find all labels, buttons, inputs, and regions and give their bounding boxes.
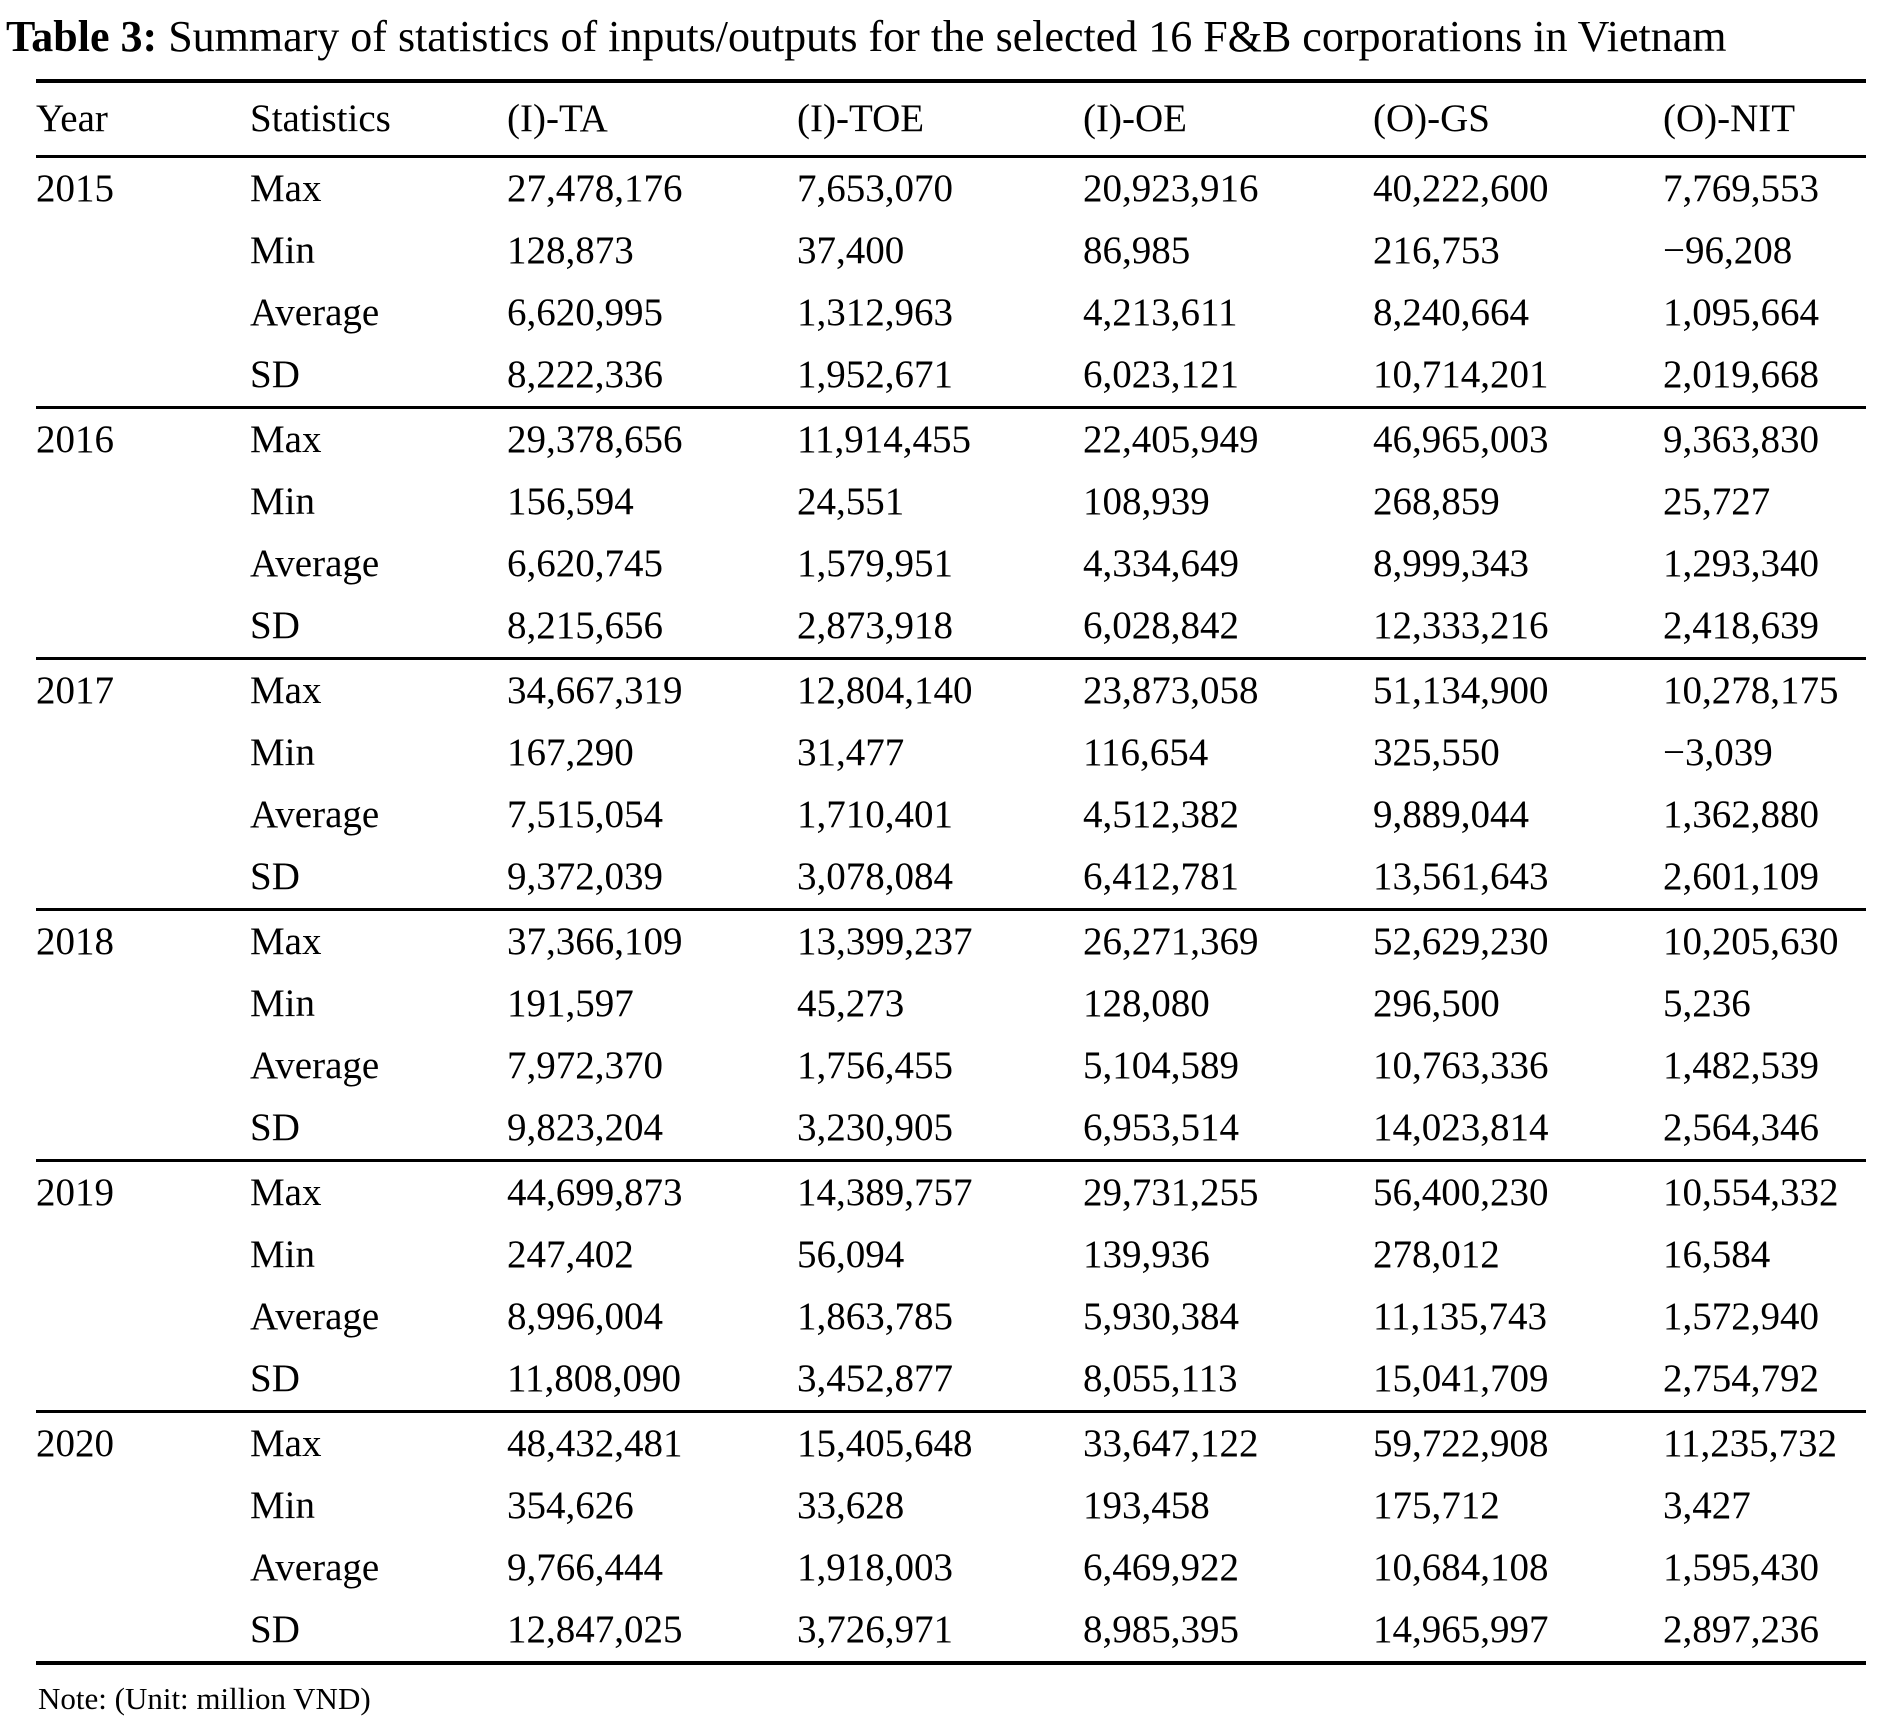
column-header-o-gs: (O)-GS	[1373, 81, 1663, 157]
table-note: Note: (Unit: million VND)	[38, 1680, 371, 1716]
value-cell: 2,564,346	[1663, 1106, 1819, 1150]
value-cell: 44,699,873	[507, 1160, 797, 1224]
value-cell: 48,432,481	[507, 1411, 797, 1475]
year-cell	[36, 1286, 250, 1348]
value-cell: 8,240,664	[1373, 291, 1529, 335]
value-cell: 26,271,369	[1083, 909, 1373, 973]
value-cell: 33,647,122	[1083, 1411, 1373, 1475]
value-cell: 37,400	[797, 229, 905, 273]
value-cell: 51,134,900	[1373, 658, 1663, 722]
statistic-label-cell: Max	[250, 1160, 507, 1224]
value-cell: 14,965,997	[1373, 1608, 1549, 1652]
value-cell: 14,389,757	[797, 1160, 1083, 1224]
value-cell: 2,601,109	[1663, 855, 1819, 899]
table-row-2020-sd	[36, 1599, 1866, 1663]
table-header-row	[36, 81, 1866, 157]
value-cell: 4,334,649	[1083, 542, 1239, 586]
value-cell: 1,710,401	[797, 793, 953, 837]
year-cell: 2017	[36, 658, 250, 722]
value-cell: 1,918,003	[797, 1546, 953, 1590]
value-cell: 6,953,514	[1083, 1106, 1239, 1150]
table-header	[36, 81, 1866, 157]
value-cell: 1,095,664	[1663, 291, 1819, 335]
value-cell: 24,551	[797, 480, 905, 524]
value-cell: 8,999,343	[1373, 542, 1529, 586]
value-cell: −3,039	[1663, 731, 1773, 775]
year-cell	[36, 1224, 250, 1286]
year-cell	[36, 973, 250, 1035]
statistic-label-cell: Min	[250, 229, 316, 273]
table-row-2016-min	[36, 471, 1866, 533]
value-cell: 3,078,084	[797, 855, 953, 899]
table-row-2019-min	[36, 1224, 1866, 1286]
value-cell: 12,333,216	[1373, 604, 1549, 648]
value-cell: 7,972,370	[507, 1044, 663, 1088]
table-row-2017-max	[36, 658, 1866, 722]
value-cell: 10,205,630	[1663, 909, 1866, 973]
year-cell	[36, 220, 250, 282]
value-cell: 2,873,918	[797, 604, 953, 648]
table-row-2017-min	[36, 722, 1866, 784]
year-cell	[36, 533, 250, 595]
value-cell: 10,714,201	[1373, 353, 1549, 397]
value-cell: 13,561,643	[1373, 855, 1549, 899]
value-cell: 1,312,963	[797, 291, 953, 335]
statistic-label-cell: Max	[250, 167, 322, 211]
statistic-label-cell: Average	[250, 793, 380, 837]
value-cell: 108,939	[1083, 480, 1210, 524]
value-cell: 4,213,611	[1083, 291, 1238, 335]
column-header-i-oe: (I)-OE	[1083, 81, 1373, 157]
statistic-label-cell: Average	[250, 1295, 380, 1339]
value-cell: 7,769,553	[1663, 167, 1819, 211]
value-cell: 6,412,781	[1083, 855, 1239, 899]
value-cell: 10,763,336	[1373, 1044, 1549, 1088]
value-cell: 5,236	[1663, 982, 1751, 1026]
table-row-2016-average	[36, 533, 1866, 595]
value-cell: 15,041,709	[1373, 1357, 1549, 1401]
value-cell: 11,135,743	[1373, 1295, 1548, 1339]
value-cell: 8,215,656	[507, 604, 663, 648]
statistic-label-cell: SD	[250, 1357, 300, 1401]
value-cell: 4,512,382	[1083, 793, 1239, 837]
table-row-2015-sd	[36, 344, 1866, 408]
value-cell: 10,554,332	[1663, 1160, 1866, 1224]
value-cell: 11,808,090	[507, 1357, 682, 1401]
value-cell: 22,405,949	[1083, 407, 1373, 471]
value-cell: 9,823,204	[507, 1106, 663, 1150]
year-cell	[36, 722, 250, 784]
table-row-2019-average	[36, 1286, 1866, 1348]
value-cell: 6,469,922	[1083, 1546, 1239, 1590]
table-row-2018-average	[36, 1035, 1866, 1097]
table-body	[36, 156, 1866, 1663]
year-cell: 2018	[36, 909, 250, 973]
year-cell	[36, 1537, 250, 1599]
value-cell: 268,859	[1373, 480, 1500, 524]
value-cell: 29,378,656	[507, 407, 797, 471]
column-header-i-ta: (I)-TA	[507, 81, 797, 157]
value-cell: 3,452,877	[797, 1357, 953, 1401]
value-cell: 15,405,648	[797, 1411, 1083, 1475]
table-row-2018-min	[36, 973, 1866, 1035]
value-cell: 3,230,905	[797, 1106, 953, 1150]
value-cell: 20,923,916	[1083, 167, 1259, 211]
year-cell: 2015	[36, 167, 114, 211]
value-cell: 6,028,842	[1083, 604, 1239, 648]
value-cell: 86,985	[1083, 229, 1191, 273]
value-cell: 56,400,230	[1373, 1160, 1663, 1224]
value-cell: 3,726,971	[797, 1608, 953, 1652]
statistic-label-cell: Average	[250, 291, 380, 335]
value-cell: 45,273	[797, 982, 905, 1026]
value-cell: 116,654	[1083, 731, 1209, 775]
value-cell: 1,293,340	[1663, 542, 1819, 586]
value-cell: 16,584	[1663, 1233, 1771, 1277]
value-cell: 2,897,236	[1663, 1608, 1819, 1652]
year-cell: 2016	[36, 407, 250, 471]
statistic-label-cell: Max	[250, 658, 507, 722]
value-cell: 5,930,384	[1083, 1295, 1239, 1339]
table-row-2018-sd	[36, 1097, 1866, 1161]
value-cell: 1,482,539	[1663, 1044, 1819, 1088]
statistic-label-cell: Average	[250, 1044, 380, 1088]
statistic-label-cell: Max	[250, 909, 507, 973]
statistic-label-cell: Max	[250, 407, 507, 471]
value-cell: 191,597	[507, 982, 634, 1026]
table-caption-label: Table 3:	[6, 12, 158, 61]
year-cell	[36, 1475, 250, 1537]
statistics-table	[36, 79, 1866, 1665]
value-cell: 31,477	[797, 731, 905, 775]
value-cell: 5,104,589	[1083, 1044, 1239, 1088]
year-cell	[36, 1035, 250, 1097]
value-cell: 25,727	[1663, 480, 1771, 524]
value-cell: 23,873,058	[1083, 658, 1373, 722]
value-cell: 1,572,940	[1663, 1295, 1819, 1339]
value-cell: 8,996,004	[507, 1295, 663, 1339]
value-cell: 7,653,070	[797, 167, 953, 211]
value-cell: 354,626	[507, 1484, 634, 1528]
value-cell: 128,873	[507, 229, 634, 273]
value-cell: 1,595,430	[1663, 1546, 1819, 1590]
table-row-2017-sd	[36, 846, 1866, 910]
value-cell: 2,019,668	[1663, 353, 1819, 397]
table-row-2018-max	[36, 909, 1866, 973]
table-row-2020-max	[36, 1411, 1866, 1475]
statistic-label-cell: Min	[250, 731, 316, 775]
table-row-2019-sd	[36, 1348, 1866, 1412]
value-cell: 6,620,745	[507, 542, 663, 586]
statistic-label-cell: SD	[250, 353, 300, 397]
column-header-o-nit: (O)-NIT	[1663, 81, 1866, 157]
year-cell	[36, 1348, 250, 1412]
value-cell: 12,847,025	[507, 1608, 683, 1652]
table-caption-text: Summary of statistics of inputs/outputs for the selected 16 F&B corporations in Vietnam	[168, 12, 1727, 61]
column-header-i-toe: (I)-TOE	[797, 81, 1083, 157]
value-cell: 3,427	[1663, 1484, 1751, 1528]
value-cell: 59,722,908	[1373, 1411, 1663, 1475]
value-cell: 12,804,140	[797, 658, 1083, 722]
value-cell: 1,579,951	[797, 542, 953, 586]
statistic-label-cell: Average	[250, 1546, 380, 1590]
value-cell: 296,500	[1373, 982, 1500, 1026]
value-cell: 27,478,176	[507, 167, 683, 211]
statistic-label-cell: Min	[250, 480, 316, 524]
value-cell: 175,712	[1373, 1484, 1500, 1528]
value-cell: 9,889,044	[1373, 793, 1529, 837]
value-cell: 167,290	[507, 731, 634, 775]
value-cell: 2,754,792	[1663, 1357, 1819, 1401]
statistic-label-cell: Min	[250, 1233, 316, 1277]
year-cell	[36, 595, 250, 659]
value-cell: 52,629,230	[1373, 909, 1663, 973]
value-cell: 34,667,319	[507, 658, 797, 722]
value-cell: 29,731,255	[1083, 1160, 1373, 1224]
value-cell: 40,222,600	[1373, 167, 1549, 211]
value-cell: 1,863,785	[797, 1295, 953, 1339]
statistic-label-cell: Min	[250, 982, 316, 1026]
statistic-label-cell: SD	[250, 1106, 300, 1150]
value-cell: 2,418,639	[1663, 604, 1819, 648]
year-cell	[36, 344, 250, 408]
statistic-label-cell: SD	[250, 1608, 300, 1652]
table-row-2016-max	[36, 407, 1866, 471]
value-cell: 325,550	[1373, 731, 1500, 775]
value-cell: 9,363,830	[1663, 407, 1866, 471]
value-cell: 7,515,054	[507, 793, 663, 837]
year-cell	[36, 1097, 250, 1161]
value-cell: 1,362,880	[1663, 793, 1819, 837]
value-cell: 11,235,732	[1663, 1411, 1866, 1475]
value-cell: 10,684,108	[1373, 1546, 1549, 1590]
year-cell: 2020	[36, 1411, 250, 1475]
table-caption	[6, 12, 1900, 63]
value-cell: 156,594	[507, 480, 634, 524]
statistic-label-cell: SD	[250, 604, 300, 648]
year-cell	[36, 282, 250, 344]
value-cell: 193,458	[1083, 1484, 1210, 1528]
year-cell	[36, 1599, 250, 1663]
year-cell	[36, 846, 250, 910]
value-cell: 128,080	[1083, 982, 1210, 1026]
table-row-2015-max	[36, 156, 1866, 220]
value-cell: 6,620,995	[507, 291, 663, 335]
year-cell	[36, 471, 250, 533]
year-cell: 2019	[36, 1160, 250, 1224]
value-cell: 13,399,237	[797, 909, 1083, 973]
column-header-statistics: Statistics	[250, 81, 507, 157]
table-row-2015-average	[36, 282, 1866, 344]
statistic-label-cell: Max	[250, 1411, 507, 1475]
value-cell: 216,753	[1373, 229, 1500, 273]
value-cell: 139,936	[1083, 1233, 1210, 1277]
statistic-label-cell: Min	[250, 1484, 316, 1528]
statistic-label-cell: SD	[250, 855, 300, 899]
value-cell: 33,628	[797, 1484, 905, 1528]
table-row-2019-max	[36, 1160, 1866, 1224]
value-cell: 247,402	[507, 1233, 634, 1277]
value-cell: 14,023,814	[1373, 1106, 1549, 1150]
year-cell	[36, 784, 250, 846]
statistic-label-cell: Average	[250, 542, 380, 586]
value-cell: 6,023,121	[1083, 353, 1239, 397]
table-row-2015-min	[36, 220, 1866, 282]
value-cell: 278,012	[1373, 1233, 1500, 1277]
column-header-year: Year	[36, 81, 250, 157]
value-cell: 46,965,003	[1373, 407, 1663, 471]
value-cell: 8,055,113	[1083, 1357, 1238, 1401]
value-cell: 11,914,455	[797, 407, 1083, 471]
value-cell: 56,094	[797, 1233, 905, 1277]
table-row-2017-average	[36, 784, 1866, 846]
value-cell: 8,985,395	[1083, 1608, 1239, 1652]
value-cell: 9,766,444	[507, 1546, 663, 1590]
value-cell: 10,278,175	[1663, 658, 1866, 722]
value-cell: 1,756,455	[797, 1044, 953, 1088]
value-cell: 37,366,109	[507, 909, 797, 973]
table-row-2016-sd	[36, 595, 1866, 659]
value-cell: 8,222,336	[507, 353, 663, 397]
value-cell: −96,208	[1663, 229, 1793, 273]
table-row-2020-min	[36, 1475, 1866, 1537]
table-row-2020-average	[36, 1537, 1866, 1599]
value-cell: 1,952,671	[797, 353, 953, 397]
value-cell: 9,372,039	[507, 855, 663, 899]
